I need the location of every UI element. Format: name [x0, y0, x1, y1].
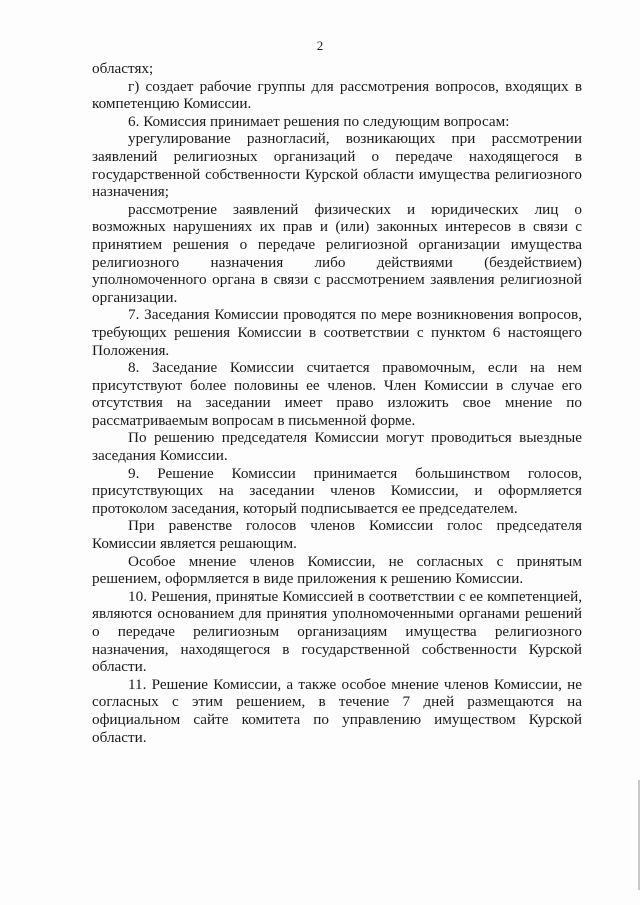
page-number: 2 — [316, 38, 324, 53]
paragraph-8: 8. Заседание Комиссии считается правомочным, если на нем присутствуют более половины ее членов. Член Комиссии в случае его отсутствия на заседании имеет право изложить свое мнение по рассматриваемым вопросам в письменной форме. — [92, 359, 582, 429]
paragraph-continuation: областях; — [92, 60, 154, 77]
paragraph-6-item-2: рассмотрение заявлений физических и юридических лиц о возможных нарушениях их прав и (или) законных интересов в связи с принятием решения о передаче религиозной организации имущества религиозного назначения либо действиями (бездействием) уполномоченного органа в связи с рассмотрением заявления религиозной организации. — [92, 200, 582, 306]
paragraph-item-g: г) создает рабочие группы для рассмотрения вопросов, входящих в компетенцию Комиссии. — [92, 77, 582, 113]
paragraph-7: 7. Заседания Комиссии проводятся по мере возникновения вопросов, требующих решения Комиссии в соответствии с пунктом 6 настоящего Положения. — [92, 306, 582, 359]
paragraph-10: 10. Решения, принятые Комиссией в соответствии с ее компетенцией, являются основанием для принятия уполномоченными органами решений о передаче религиозным организациям имущества религиозного назначения, находящегося в государственной собственности Курской области. — [92, 587, 582, 676]
paragraph-8-offsite-meetings: По решению председателя Комиссии могут проводиться выездные заседания Комиссии. — [92, 429, 582, 465]
paragraph-11: 11. Решение Комиссии, а также особое мнение членов Комиссии, не согласных с этим решением, в течение 7 дней размещаются на официальном сайте комитета по управлению имуществом Курской области. — [92, 675, 582, 746]
paragraph-6-heading: 6. Комиссия принимает решения по следующим вопросам: — [128, 112, 510, 130]
document-body — [92, 60, 582, 746]
paragraph-6-item-1: урегулирование разногласий, возникающих при рассмотрении заявлений религиозных организаций о передаче находящегося в государственной собственности Курской области имущества религиозного назначения; — [92, 130, 582, 201]
paragraph-9-dissenting-opinion: Особое мнение членов Комиссии, не согласных с принятым решением, оформляется в виде приложения к решению Комиссии. — [92, 552, 582, 588]
paragraph-9-tie-vote: При равенстве голосов членов Комиссии голос председателя Комиссии является решающим. — [92, 517, 582, 553]
paragraph-9: 9. Решение Комиссии принимается большинством голосов, присутствующих на заседании членов Комиссии, и оформляется протоколом заседания, который подписывается ее председателем. — [92, 464, 582, 517]
